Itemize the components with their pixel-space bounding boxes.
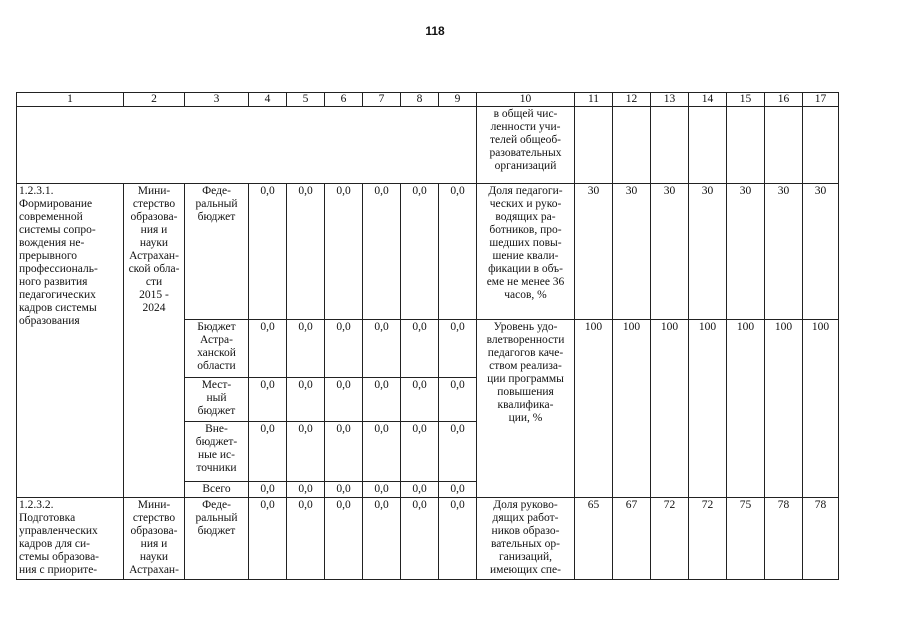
funding-value: 0,0 <box>363 378 401 422</box>
funding-source: Вне- бюджет- ные ис- точники <box>185 422 249 482</box>
funding-value: 0,0 <box>249 422 287 482</box>
funding-value: 0,0 <box>363 184 401 320</box>
funding-value: 0,0 <box>363 320 401 378</box>
funding-value: 0,0 <box>401 482 439 498</box>
funding-value: 0,0 <box>325 184 363 320</box>
funding-value: 0,0 <box>439 184 477 320</box>
indicator-name: Доля руково- дящих работ- ников образо- вательных ор- ганизаций, имеющих спе- <box>477 498 575 580</box>
funding-value: 0,0 <box>363 482 401 498</box>
indicator-value: 100 <box>803 320 839 498</box>
executor-name: Мини- стерство образова- ния и науки Астрахан- ской обла- сти <box>128 185 180 288</box>
column-number-row <box>17 93 839 107</box>
indicator-value: 30 <box>689 184 727 320</box>
funding-value: 0,0 <box>363 498 401 580</box>
program-table <box>16 92 839 580</box>
empty-cell <box>689 107 727 184</box>
funding-value: 0,0 <box>401 378 439 422</box>
funding-value: 0,0 <box>287 482 325 498</box>
column-number: 6 <box>325 93 363 107</box>
executor-name: Мини- стерство образова- ния и науки Астрахан- <box>124 498 185 580</box>
column-number: 11 <box>575 93 613 107</box>
indicator-continuation: в общей чис- ленности учи- телей общеоб- разовательных организаций <box>477 107 575 184</box>
funding-value: 0,0 <box>439 320 477 378</box>
indicator-value: 75 <box>727 498 765 580</box>
column-number: 5 <box>287 93 325 107</box>
column-number: 2 <box>124 93 185 107</box>
funding-value: 0,0 <box>401 184 439 320</box>
funding-source: Мест- ный бюджет <box>185 378 249 422</box>
funding-value: 0,0 <box>401 498 439 580</box>
indicator-value: 30 <box>727 184 765 320</box>
funding-source: Всего <box>185 482 249 498</box>
funding-value: 0,0 <box>439 378 477 422</box>
funding-source: Феде- ральный бюджет <box>185 498 249 580</box>
funding-value: 0,0 <box>287 498 325 580</box>
column-number: 4 <box>249 93 287 107</box>
funding-value: 0,0 <box>325 320 363 378</box>
indicator-value: 78 <box>803 498 839 580</box>
indicator-value: 72 <box>651 498 689 580</box>
funding-value: 0,0 <box>249 378 287 422</box>
empty-cell <box>613 107 651 184</box>
funding-value: 0,0 <box>439 422 477 482</box>
column-number: 8 <box>401 93 439 107</box>
funding-value: 0,0 <box>287 184 325 320</box>
measure-code: 1.2.3.2. Подготовка управленческих кадров для си- стемы образова- ния с приорите- <box>17 498 124 580</box>
column-number: 13 <box>651 93 689 107</box>
empty-cell <box>803 107 839 184</box>
indicator-name: Доля педагоги- ческих и руко- водящих ра- ботников, про- шедших повы- шение квали- фикации в объ- еме не менее 36 часов, % <box>477 184 575 320</box>
empty-cell <box>651 107 689 184</box>
indicator-value: 100 <box>613 320 651 498</box>
column-number: 17 <box>803 93 839 107</box>
indicator-value: 30 <box>765 184 803 320</box>
indicator-name: Уровень удо- влетворенности педагогов каче- ством реализа- ции программы повышения квалифика- ции, % <box>477 320 575 498</box>
indicator-value: 100 <box>689 320 727 498</box>
funding-value: 0,0 <box>325 378 363 422</box>
funding-value: 0,0 <box>401 320 439 378</box>
period: 2015 - 2024 <box>139 289 169 314</box>
funding-source: Феде- ральный бюджет <box>185 184 249 320</box>
column-number: 15 <box>727 93 765 107</box>
empty-cell <box>765 107 803 184</box>
funding-value: 0,0 <box>287 422 325 482</box>
indicator-value: 30 <box>613 184 651 320</box>
executor-cell <box>124 184 185 498</box>
funding-value: 0,0 <box>439 482 477 498</box>
indicator-value: 30 <box>651 184 689 320</box>
column-number: 9 <box>439 93 477 107</box>
funding-source: Бюджет Астра- ханской области <box>185 320 249 378</box>
funding-value: 0,0 <box>249 184 287 320</box>
column-number: 16 <box>765 93 803 107</box>
funding-value: 0,0 <box>287 320 325 378</box>
funding-value: 0,0 <box>249 320 287 378</box>
empty-cell <box>17 107 477 184</box>
funding-value: 0,0 <box>439 498 477 580</box>
empty-cell <box>575 107 613 184</box>
empty-cell <box>727 107 765 184</box>
indicator-value: 30 <box>575 184 613 320</box>
indicator-value: 72 <box>689 498 727 580</box>
indicator-value: 100 <box>651 320 689 498</box>
column-number: 12 <box>613 93 651 107</box>
column-number: 10 <box>477 93 575 107</box>
continuation-row <box>17 107 839 184</box>
column-number: 3 <box>185 93 249 107</box>
indicator-value: 78 <box>765 498 803 580</box>
funding-value: 0,0 <box>287 378 325 422</box>
funding-value: 0,0 <box>249 482 287 498</box>
page-number: 118 <box>425 24 445 38</box>
indicator-value: 65 <box>575 498 613 580</box>
funding-value: 0,0 <box>363 422 401 482</box>
funding-value: 0,0 <box>249 498 287 580</box>
column-number: 1 <box>17 93 124 107</box>
indicator-value: 100 <box>765 320 803 498</box>
funding-value: 0,0 <box>325 482 363 498</box>
indicator-value: 100 <box>575 320 613 498</box>
indicator-value: 30 <box>803 184 839 320</box>
funding-value: 0,0 <box>325 498 363 580</box>
table-row <box>17 498 839 580</box>
column-number: 7 <box>363 93 401 107</box>
funding-value: 0,0 <box>401 422 439 482</box>
funding-value: 0,0 <box>325 422 363 482</box>
column-number: 14 <box>689 93 727 107</box>
measure-code: 1.2.3.1. Формирование современной системы сопро- вождения не- прерывного профессиональ- ного развития педагогических кадров системы образования <box>17 184 124 498</box>
indicator-value: 100 <box>727 320 765 498</box>
indicator-value: 67 <box>613 498 651 580</box>
table-row <box>17 184 839 320</box>
